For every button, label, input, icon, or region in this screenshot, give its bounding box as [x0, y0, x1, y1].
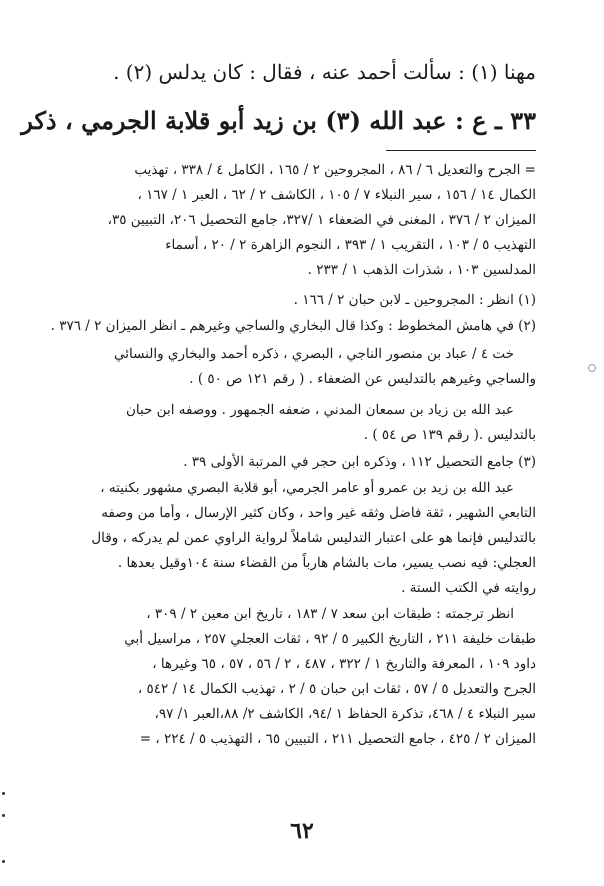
footnote-line: التابعي الشهير ، ثقة فاضل وثقه غير واحد ، وكان كثير الإرسال ، وأما من وصفه [101, 505, 536, 521]
footnote-line: سير النبلاء ٤ / ٤٦٨، تذكرة الحفاظ ١ /٩٤، الكاشف ٢/ ٨٨،العبر ١/ ٩٧، [154, 706, 536, 722]
footnote-line: العجلي: فيه نصب يسير، مات بالشام هارباً من القضاء سنة ١٠٤وقيل بعدها . [117, 555, 536, 571]
footnote-line: روايته في الكتب الستة . [401, 580, 536, 596]
scan-dot [2, 792, 5, 795]
footnote-line: انظر ترجمته : طبقات ابن سعد ٧ / ١٨٣ ، تاريخ ابن معين ٢ / ٣٠٩ ، [146, 606, 514, 622]
footnote-line: الميزان ٢ / ٣٧٦ ، المغنى في الضعفاء ١ /٣٢٧، جامع التحصيل ٢٠٦، التبيين ٣٥، [107, 212, 536, 228]
footnote-line: طبقات خليفة ٢١١ ، التاريخ الكبير ٥ / ٩٢ ، ثقات العجلي ٢٥٧ ، مراسيل أبي [124, 631, 536, 647]
footnote-line: بالتدليس فإنما هو على اعتبار التدليس شاملاً لرواية الراوي عمن لم يدركه ، وقال [91, 530, 536, 546]
footnote-3: (٣) جامع التحصيل ١١٢ ، وذكره ابن حجر في المرتبة الأولى ٣٩ . [183, 454, 536, 470]
footnote-line: الميزان ٢ / ٤٢٥ ، جامع التحصيل ٢١١ ، التبيين ٦٥ ، التهذيب ٥ / ٢٢٤ ، = [139, 731, 536, 747]
entry-heading-line: ٣٣ ـ ع : عبد الله (٣) بن زيد أبو قلابة الجرمي ، ذكر [21, 106, 536, 135]
footnote-line: خت ٤ / عباد بن منصور الناجي ، البصري ، ذكره أحمد والبخاري والنسائي [114, 346, 514, 362]
footnote-line: الجرح والتعديل ٥ / ٥٧ ، ثقات ابن حبان ٥ / ٢ ، تهذيب الكمال ١٤ / ٥٤٢ ، [137, 681, 536, 697]
footnote-separator [386, 150, 536, 151]
footnote-line: المدلسين ١٠٣ ، شذرات الذهب ١ / ٢٣٣ . [307, 262, 536, 278]
footnote-line: الكمال ١٤ / ١٥٦ ، سير النبلاء ٧ / ١٠٥ ، الكاشف ٢ / ٦٢ ، العبر ١ / ١٦٧ ، [137, 187, 536, 203]
footnote-line: = الجرح والتعديل ٦ / ٨٦ ، المجروحين ٢ / ١٦٥ ، الكامل ٤ / ٣٣٨ ، تهذيب [134, 162, 536, 178]
scan-dot [2, 860, 5, 863]
page-number: ٦٢ [290, 818, 314, 844]
scan-mark [588, 364, 596, 372]
footnote-line: بالتدليس .( رقم ١٣٩ ص ٥٤ ) . [363, 427, 536, 443]
footnote-line: التهذيب ٥ / ١٠٣ ، التقريب ١ / ٣٩٣ ، النجوم الزاهرة ٢ / ٢٠ ، أسماء [165, 237, 536, 253]
footnote-line: عبد الله بن زيد بن عمرو أو عامر الجرمي، أبو قلابة البصري مشهور بكنيته ، [100, 480, 514, 496]
main-text-line-1: مهنا (١) : سألت أحمد عنه ، فقال : كان يدلس (٢) . [113, 60, 536, 84]
footnote-line: داود ١٠٩ ، المعرفة والتاريخ ١ / ٣٢٢ ، ٤٨٧ ، ٢ / ٥٦ ، ٥٧ ، ٦٥ وغيرها ، [152, 656, 536, 672]
footnote-2: (٢) في هامش المخطوط : وكذا قال البخاري والساجي وغيرهم ـ انظر الميزان ٢ / ٣٧٦ . [50, 318, 536, 334]
footnote-line: عبد الله بن زياد بن سمعان المدني ، ضعفه الجمهور . ووصفه ابن حبان [125, 402, 514, 418]
footnote-line: والساجي وغيرهم بالتدليس عن الضعفاء . ( رقم ١٢١ ص ٥٠ ) . [189, 371, 536, 387]
scan-dot [2, 814, 5, 817]
footnote-1: (١) انظر : المجروحين ـ لابن حبان ٢ / ١٦٦ . [293, 292, 536, 308]
